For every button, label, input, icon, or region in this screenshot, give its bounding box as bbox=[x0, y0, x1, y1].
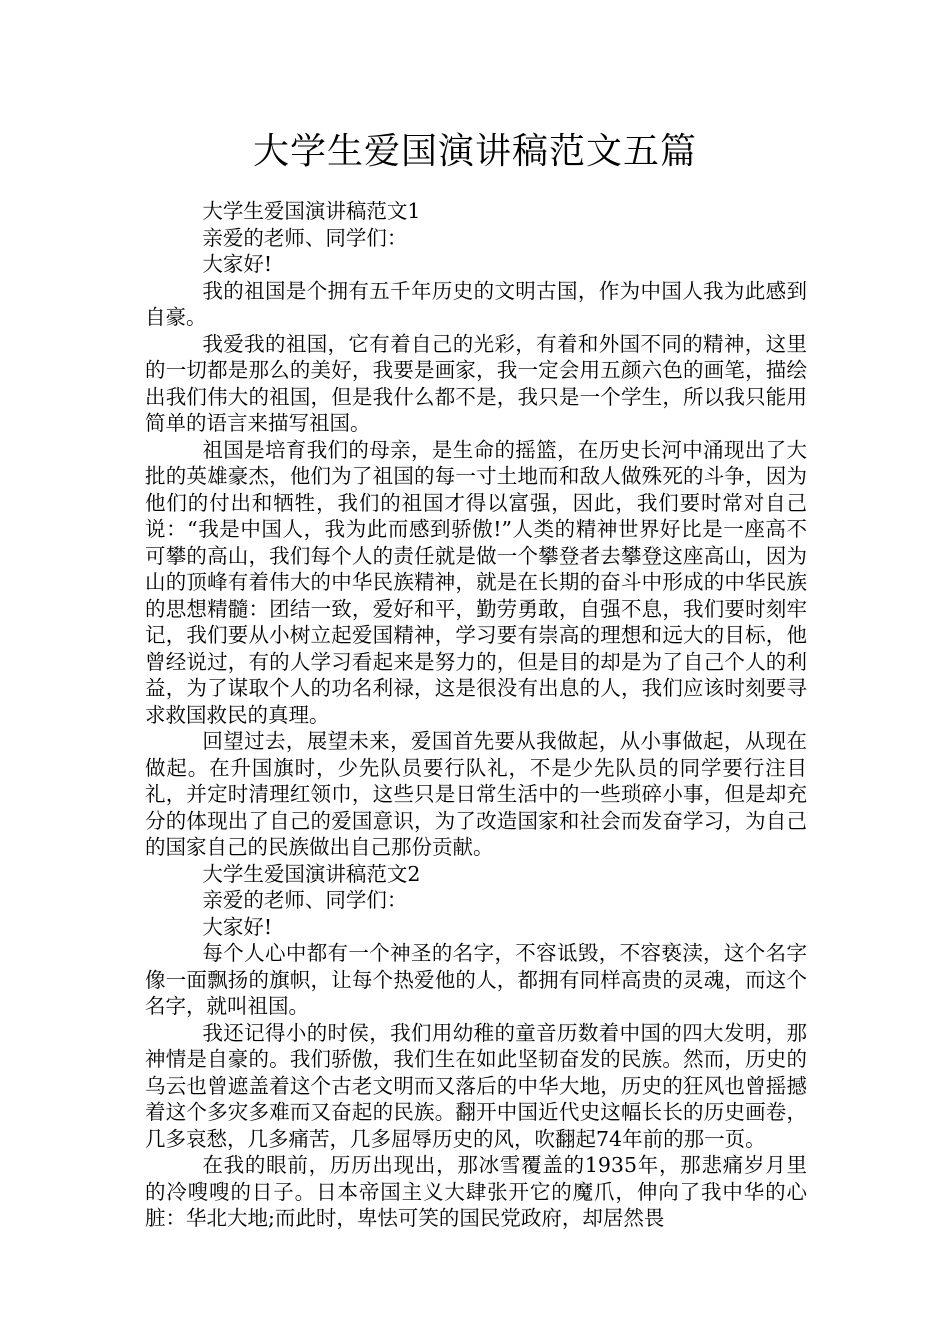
greeting: 大家好! bbox=[202, 252, 273, 276]
paragraph: 回望过去，展望未来，爱国首先要从我做起，从小事做起，从现在做起。在升国旗时，少先队员要行队礼，不是少先队员的同学要行注目礼，并定时清理红领巾，这些只是日常生活中的一些琐碎小事，但是却充分的体现出了自己的爱国意识，为了改造国家和社会而发奋学习，为自己的国家自己的民族做出自己那份贡献。 bbox=[145, 729, 807, 859]
paragraph: 我的祖国是个拥有五千年历史的文明古国，作为中国人我为此感到自豪。 bbox=[145, 278, 807, 329]
document-title: 大学生爱国演讲稿范文五篇 bbox=[252, 131, 697, 172]
salutation: 亲爱的老师、同学们： bbox=[202, 225, 408, 250]
greeting: 大家好! bbox=[202, 914, 273, 939]
paragraph: 在我的眼前，历历出现出，那冰雪覆盖的1935年，那悲痛岁月里的冷嗖嗖的日子。日本帝国主义大肆张开它的魔爪，伸向了我中华的心脏：华北大地;而此时，卑怯可笑的国民党政府，却居然畏 bbox=[145, 1153, 807, 1230]
paragraph: 祖国是培育我们的母亲，是生命的摇篮，在历史长河中涌现出了大批的英雄豪杰，他们为了祖国的每一寸土地而和敌人做殊死的斗争，因为他们的付出和牺牲，我们的祖国才得以富强，因此，我们要时常对自己说：“我是中国人，我为此而感到骄傲!”人类的精神世界好比是一座高不可攀的高山，我们每个人的责任就是做一个攀登者去攀登这座高山，因为山的顶峰有着伟大的中华民族精神，就是在长期的奋斗中形成的中华民族的思想精髓：团结一致，爱好和平，勤劳勇敢，自强不息，我们要时刻牢记，我们要从小树立起爱国精神，学习要有崇高的理想和远大的目标，他曾经说过，有的人学习看起来是努力的，但是目的却是为了自己个人的利益，为了谋取个人的功名利禄，这是很没有出息的人，我们应该时刻要寻求救国救民的真理。 bbox=[145, 437, 807, 727]
section-heading-1: 大学生爱国演讲稿范文1 bbox=[202, 199, 421, 223]
salutation: 亲爱的老师、同学们： bbox=[202, 888, 408, 912]
section-heading-2: 大学生爱国演讲稿范文2 bbox=[202, 861, 421, 886]
paragraph: 我爱我的祖国，它有着自己的光彩，有着和外国不同的精神，这里的一切都是那么的美好，我要是画家，我一定会用五颜六色的画笔，描绘出我们伟大的祖国，但是我什么都不是，我只是一个学生，所以我只能用简单的语言来描写祖国。 bbox=[145, 331, 807, 435]
document-body bbox=[145, 198, 807, 1232]
paragraph: 每个人心中都有一个神圣的名字，不容诋毁，不容亵渎，这个名字像一面飘扬的旗帜，让每个热爱他的人，都拥有同样高贵的灵魂，而这个名字，就叫祖国。 bbox=[145, 941, 807, 1018]
paragraph: 我还记得小的时侯，我们用幼稚的童音历数着中国的四大发明，那神情是自豪的。我们骄傲，我们生在如此坚韧奋发的民族。然而，历史的乌云也曾遮盖着这个古老文明而又落后的中华大地，历史的狂风也曾摇撼着这个多灾多难而又奋起的民族。翻开中国近代史这幅长长的历史画卷，几多哀愁，几多痛苦，几多屈辱历史的风，吹翻起74年前的那一页。 bbox=[145, 1020, 807, 1151]
